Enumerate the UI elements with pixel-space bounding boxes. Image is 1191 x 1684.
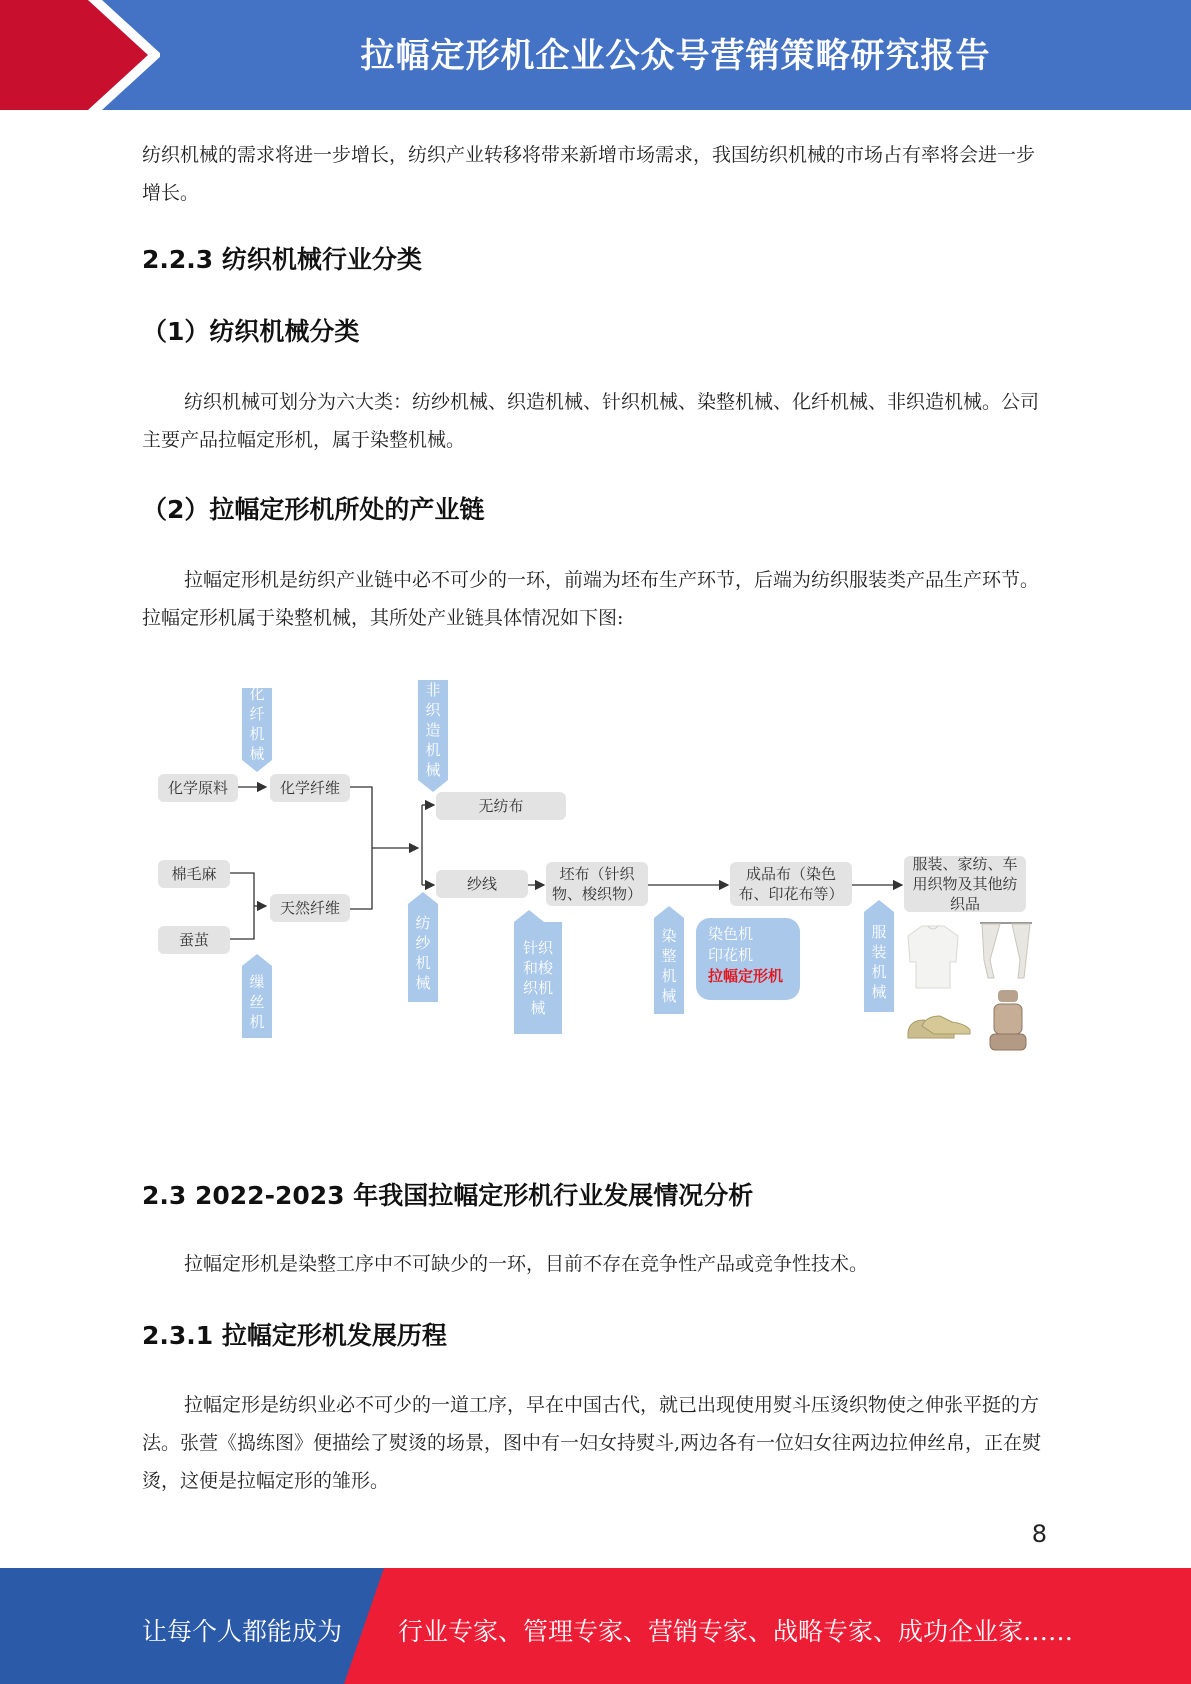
- knit-weave-machinery-label: 针织 和梭 织机 械: [514, 922, 562, 1034]
- dyeing-products-box: [696, 918, 800, 1006]
- chem-fiber-machinery-label: 化 纤 机 械: [242, 688, 272, 760]
- section-heading-2-3: 2.3 2022-2023 年我国拉幅定形机行业发展情况分析: [142, 1181, 754, 1210]
- finished-fabric-box: 成品布（染色布、印花布等）: [730, 862, 852, 906]
- paragraph-intro: 纺织机械的需求将进一步增长，纺织产业转移将带来新增市场需求，我国纺织机械的市场占有率将会进一步增长。: [142, 144, 1036, 204]
- subheading-textile-classification: （1）纺织机械分类: [142, 317, 360, 346]
- footer-slogan-right: 行业专家、管理专家、营销专家、战略专家、成功企业家……: [398, 1617, 1074, 1646]
- paragraph-no-competition: 拉幅定形机是染整工序中不可缺少的一环，目前不存在竞争性产品或竞争性技术。: [184, 1253, 869, 1275]
- chem-fiber-box: 化学纤维: [270, 774, 350, 802]
- section-heading-2-2-3: 2.2.3 纺织机械行业分类: [142, 245, 422, 274]
- greige-box: 坯布（针织物、梭织物）: [546, 862, 648, 906]
- paragraph-industry-chain: 拉幅定形机是纺织产业链中必不可少的一环，前端为坯布生产环节，后端为纺织服装类产品生产环节。拉幅定形机属于染整机械，其所处产业链具体情况如下图:: [142, 569, 1040, 629]
- industry-chain-diagram: [150, 670, 1050, 1085]
- car-seat-icon: [988, 988, 1028, 1054]
- product-printing-machine: 印花机: [708, 946, 754, 964]
- natural-fiber-box: 天然纤维: [270, 894, 350, 922]
- subheading-industry-chain: （2）拉幅定形机所处的产业链: [142, 495, 485, 524]
- shoes-icon: [904, 1010, 974, 1044]
- cotton-box: 棉毛麻: [158, 860, 230, 888]
- product-ellipsis: ……: [708, 988, 738, 1006]
- page-header: [0, 0, 1191, 110]
- report-title: 拉幅定形机企业公众号营销策略研究报告: [360, 36, 991, 76]
- nonwoven-machinery-label: 非 织 造 机 械: [418, 680, 448, 780]
- yarn-box: 纱线: [436, 870, 528, 898]
- apparel-box: 服装、家纺、车用织物及其他纺织品: [904, 856, 1026, 912]
- product-dyeing-machine: 染色机: [708, 925, 754, 943]
- spinning-machinery-label: 纺 纱 机 械: [408, 904, 438, 1002]
- silkworm-box: 蚕茧: [158, 926, 230, 954]
- silk-reeling-machinery-label: 缫 丝 机: [242, 966, 272, 1038]
- product-stenter-highlight: 拉幅定形机: [708, 967, 784, 985]
- sweater-icon: [906, 922, 960, 992]
- chem-raw-box: 化学原料: [158, 774, 238, 802]
- paragraph-history: 拉幅定形是纺织业必不可少的一道工序，早在中国古代，就已出现使用熨斗压烫织物使之伸张平挺的方法。张萱《捣练图》便描绘了熨烫的场景，图中有一妇女持熨斗,两边各有一位妇女往两边拉伸丝帛，正在熨烫，这便是拉幅定形的雏形。: [142, 1394, 1042, 1492]
- footer-slogan-left: 让每个人都能成为: [142, 1617, 343, 1646]
- paragraph-classification: 纺织机械可划分为六大类：纺纱机械、织造机械、针织机械、染整机械、化纤机械、非织造机械。公司主要产品拉幅定形机，属于染整机械。: [142, 391, 1040, 451]
- section-heading-2-3-1: 2.3.1 拉幅定形机发展历程: [142, 1321, 447, 1350]
- page-number: 8: [1031, 1520, 1047, 1548]
- dyeing-finishing-machinery-label: 染 整 机 械: [654, 918, 684, 1014]
- garment-machinery-label: 服 装 机 械: [864, 912, 894, 1012]
- page-footer: [0, 1568, 1191, 1684]
- header-red-chevron-icon: [0, 0, 160, 110]
- nonwoven-box: 无纺布: [436, 792, 566, 820]
- curtains-icon: [978, 920, 1034, 982]
